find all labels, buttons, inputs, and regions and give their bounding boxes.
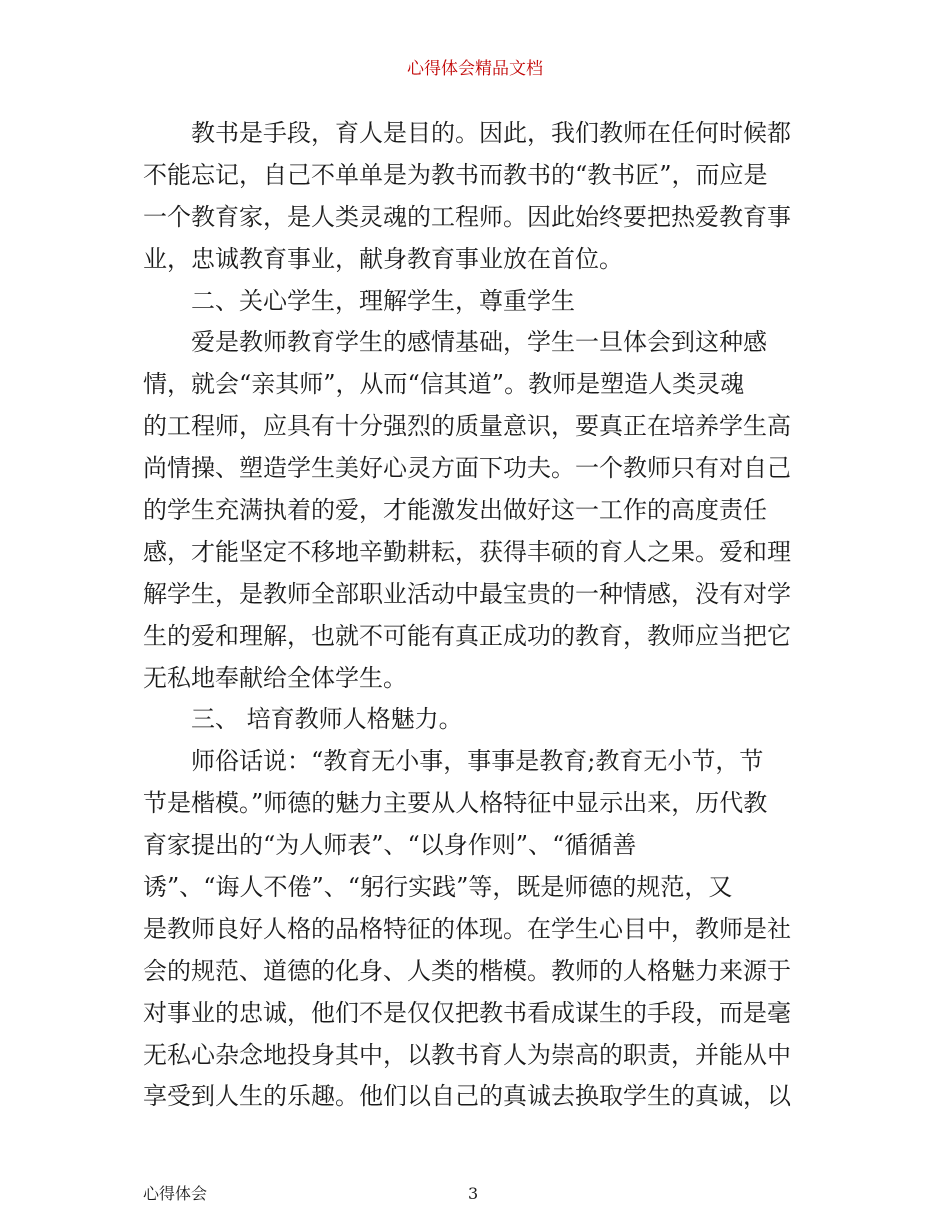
document-header-title: 心得体会精品文档: [407, 59, 543, 79]
body-line: 师俗话说：“教育无小事，事事是教育;教育无小节，节: [191, 747, 764, 776]
body-line: 诱”、“诲人不倦”、“躬行实践”等，既是师德的规范，又: [143, 873, 733, 902]
body-line: 无私心杂念地投身其中，以教书育人为崇高的职责，并能从中: [143, 1040, 791, 1069]
body-line: 育家提出的“为人师表”、“以身作则”、“循循善: [143, 831, 637, 860]
body-line: 无私地奉献给全体学生。: [143, 663, 407, 692]
document-body: [143, 113, 813, 1118]
body-line: 的学生充满执着的爱，才能激发出做好这一工作的高度责任: [143, 496, 767, 525]
section-heading: 二、关心学生，理解学生，尊重学生: [191, 286, 575, 315]
body-line: 享受到人生的乐趣。他们以自己的真诚去换取学生的真诚，以: [143, 1082, 791, 1111]
body-line: 教书是手段，育人是目的。因此，我们教师在任何时候都: [191, 119, 791, 147]
body-line: 不能忘记，自己不单单是为教书而教书的“教书匠”，而应是: [143, 160, 768, 189]
body-line: 感，才能坚定不移地辛勤耕耘，获得丰硕的育人之果。爱和理: [143, 537, 791, 566]
footer-label: 心得体会: [143, 1184, 208, 1203]
body-line: 一个教育家，是人类灵魂的工程师。因此始终要把热爱教育事: [143, 202, 791, 231]
section-heading: 三、 培育教师人格魅力。: [191, 705, 463, 734]
body-line: 生的爱和理解，也就不可能有真正成功的教育，教师应当把它: [143, 621, 791, 650]
body-line: 的工程师，应具有十分强烈的质量意识，要真正在培养学生高: [143, 412, 791, 441]
body-line: 节是楷模。”师德的魅力主要从人格特征中显示出来，历代教: [143, 789, 768, 818]
body-line: 爱是教师教育学生的感情基础，学生一旦体会到这种感: [191, 328, 767, 357]
body-line: 是教师良好人格的品格特征的体现。在学生心目中，教师是社: [143, 914, 791, 943]
body-line: 解学生，是教师全部职业活动中最宝贵的一种情感，没有对学: [143, 579, 791, 608]
body-line: 业，忠诚教育事业，献身教育事业放在首位。: [143, 244, 623, 273]
body-line: 尚情操、塑造学生美好心灵方面下功夫。一个教师只有对自己: [143, 454, 791, 483]
body-line: 会的规范、道德的化身、人类的楷模。教师的人格魅力来源于: [143, 956, 791, 985]
body-line: 对事业的忠诚，他们不是仅仅把教书看成谋生的手段，而是毫: [143, 998, 791, 1027]
page-number: 3: [468, 1184, 479, 1203]
body-line: 情，就会“亲其师”，从而“信其道”。教师是塑造人类灵魂: [143, 370, 745, 399]
